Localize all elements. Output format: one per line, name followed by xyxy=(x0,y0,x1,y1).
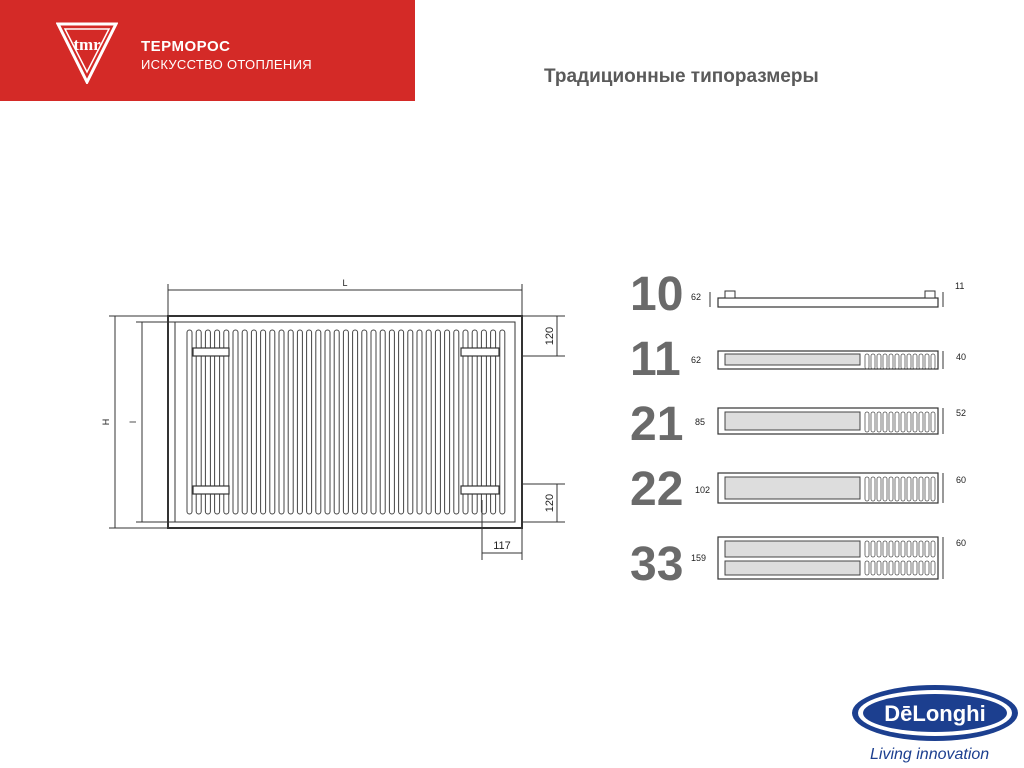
radiator-fin xyxy=(389,330,394,514)
tmr-triangle-logo-icon xyxy=(56,22,118,84)
radiator-fin xyxy=(435,330,440,514)
radiator-fin xyxy=(233,330,238,514)
radiator-type-profiles xyxy=(625,265,985,595)
radiator-fin xyxy=(371,330,376,514)
radiator-fin xyxy=(297,330,302,514)
inner-height-label: l xyxy=(128,421,138,423)
radiator-fin xyxy=(353,330,358,514)
radiator-fin xyxy=(270,330,275,514)
radiator-fin xyxy=(362,330,367,514)
radiator-fin xyxy=(445,330,450,514)
type-depth: 52 xyxy=(956,408,967,418)
radiator-fin xyxy=(187,330,192,514)
radiator-fin xyxy=(288,330,293,514)
radiator-fin xyxy=(316,330,321,514)
side-offset-label: 117 xyxy=(493,540,511,552)
top-offset-label: 120 xyxy=(544,326,556,346)
radiator-fin xyxy=(242,330,247,514)
radiator-fin xyxy=(380,330,385,514)
radiator-fin xyxy=(417,330,422,514)
radiator-fin xyxy=(279,330,284,514)
radiator-fin xyxy=(399,330,404,514)
type-22-profile xyxy=(630,463,966,516)
header-band xyxy=(0,0,415,101)
type-depth: 11 xyxy=(955,281,965,291)
bottom-offset-label: 120 xyxy=(544,493,556,513)
height-label: H xyxy=(101,418,111,426)
type-height: 62 xyxy=(691,355,702,365)
type-height: 62 xyxy=(691,292,702,302)
radiator-fin xyxy=(408,330,413,514)
radiator-front-drawing xyxy=(95,270,575,570)
type-code: 21 xyxy=(630,398,684,451)
type-depth: 60 xyxy=(956,538,967,548)
type-height: 85 xyxy=(695,417,706,427)
svg-text:tmr: tmr xyxy=(73,35,101,54)
radiator-fin xyxy=(251,330,256,514)
brand-name: ТЕРМОРОС xyxy=(141,38,231,55)
type-10-profile xyxy=(630,268,964,321)
type-33-profile xyxy=(630,537,966,591)
brand-tagline: ИСКУССТВО ОТОПЛЕНИЯ xyxy=(141,57,312,72)
radiator-fin xyxy=(454,330,459,514)
radiator-fin xyxy=(307,330,312,514)
type-depth: 40 xyxy=(956,352,967,362)
type-height: 102 xyxy=(695,485,711,495)
type-code: 10 xyxy=(630,268,684,321)
type-11-profile xyxy=(630,333,966,386)
radiator-fin xyxy=(334,330,339,514)
type-code: 22 xyxy=(630,463,684,516)
page-title: Традиционные типоразмеры xyxy=(544,66,819,87)
radiator-fin xyxy=(325,330,330,514)
type-21-profile xyxy=(630,398,966,451)
radiator-fin xyxy=(261,330,266,514)
delonghi-logo-text: DēLonghi xyxy=(884,701,986,726)
type-depth: 60 xyxy=(956,475,967,485)
radiator-fin xyxy=(343,330,348,514)
type-code: 11 xyxy=(630,333,681,386)
delonghi-tagline: Living innovation xyxy=(870,746,990,763)
radiator-fin xyxy=(500,330,505,514)
type-code: 33 xyxy=(630,538,684,591)
radiator-fin xyxy=(426,330,431,514)
type-height: 159 xyxy=(691,553,707,563)
length-label: L xyxy=(342,278,348,288)
